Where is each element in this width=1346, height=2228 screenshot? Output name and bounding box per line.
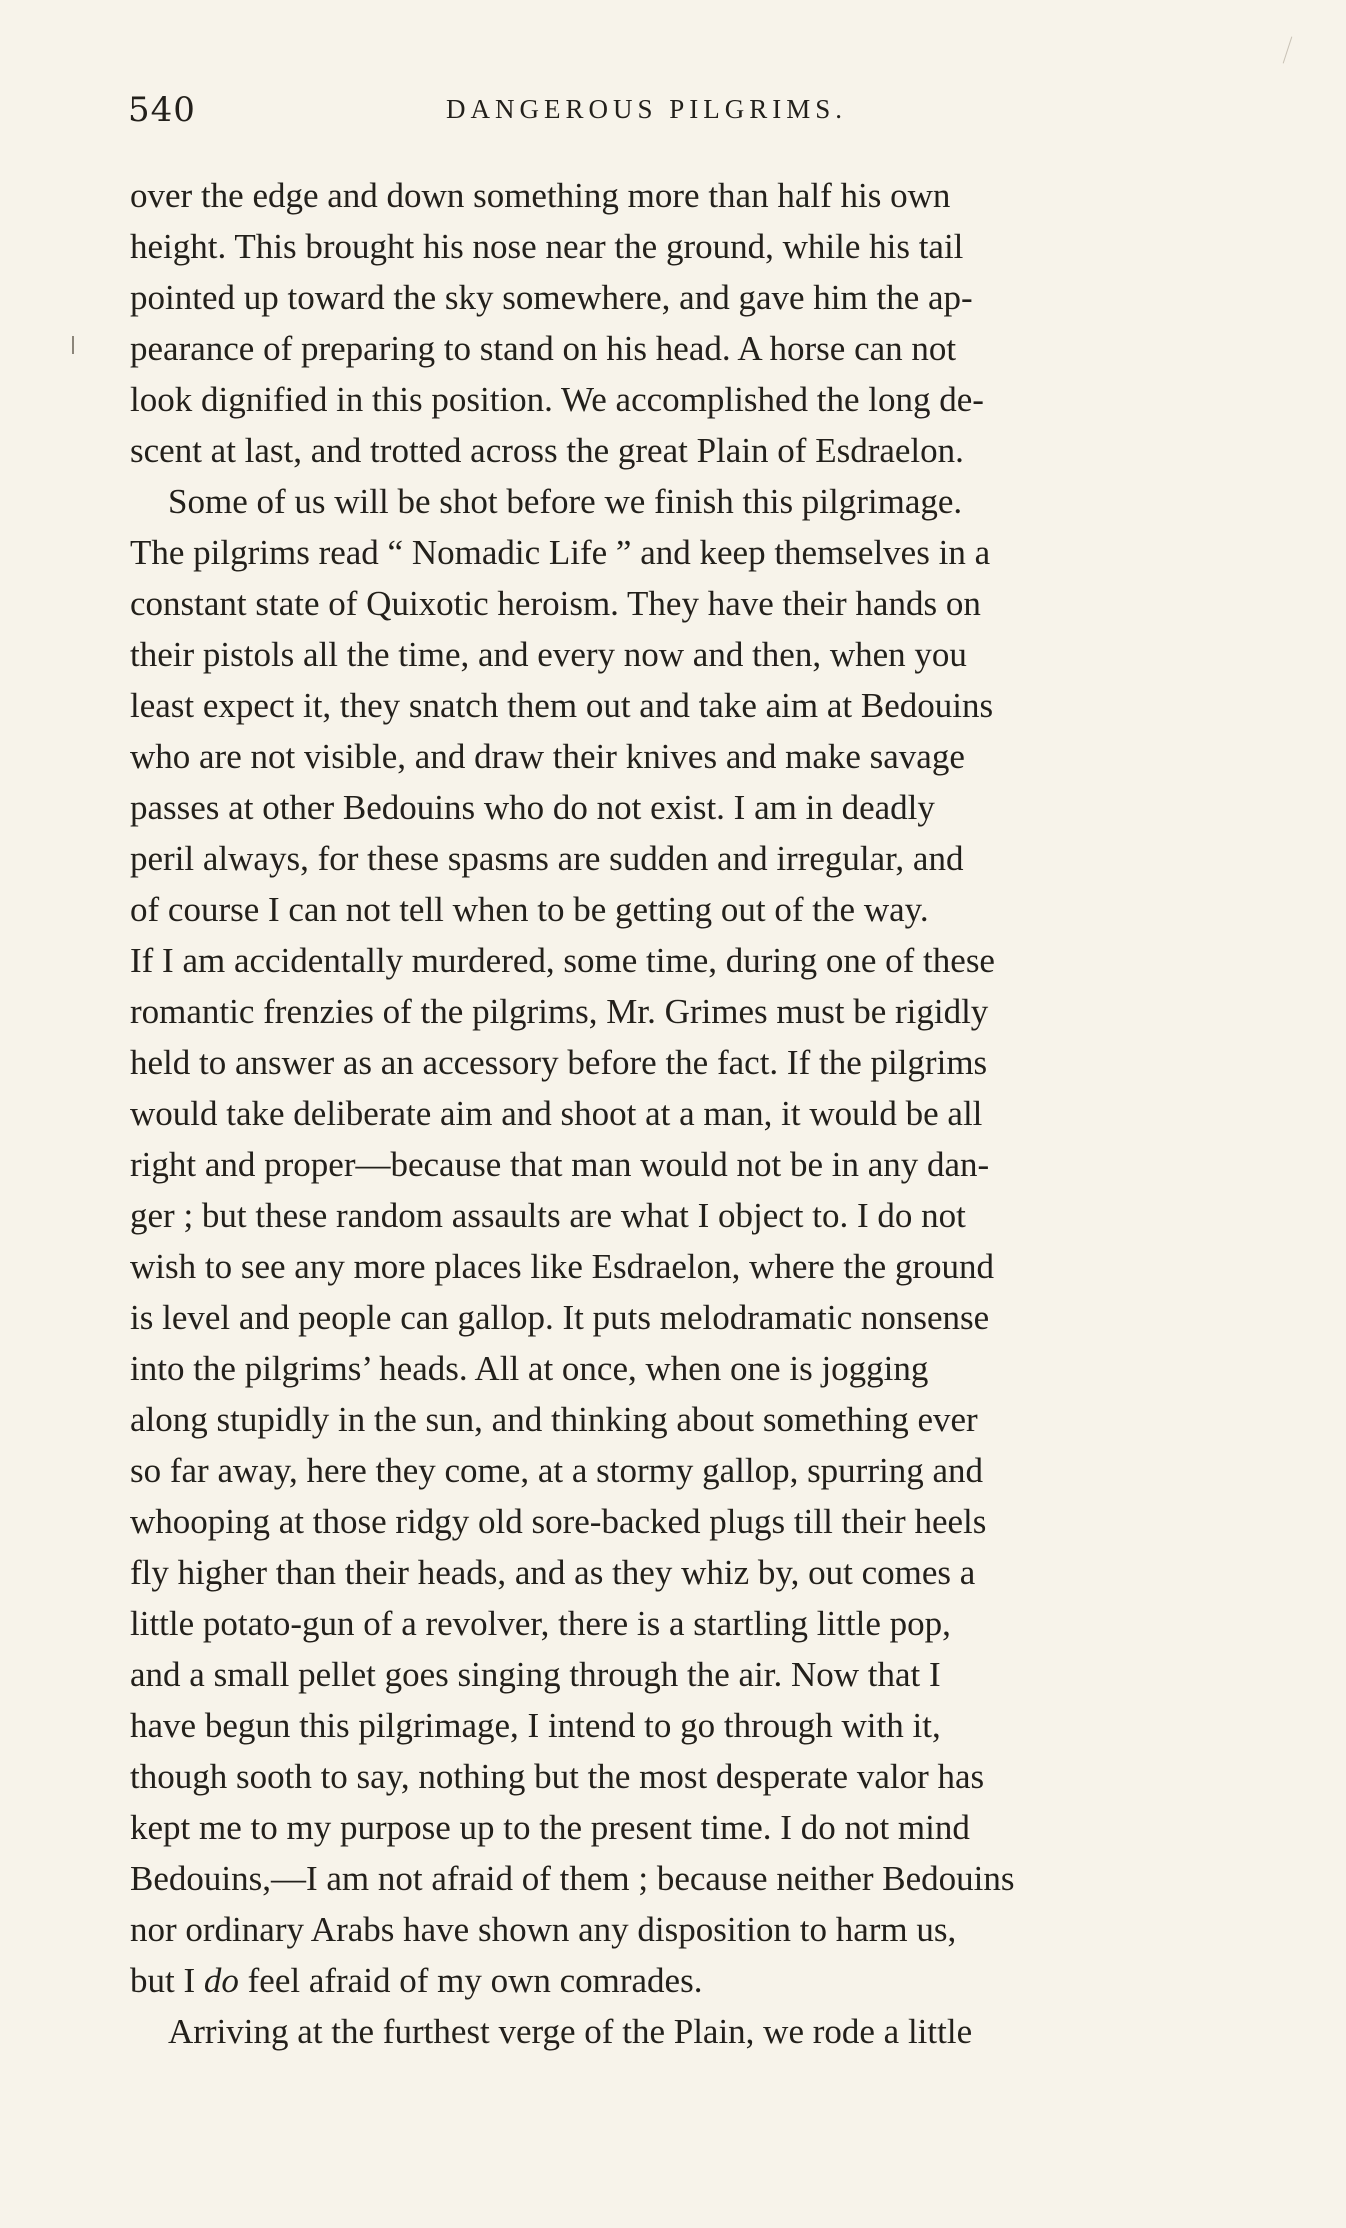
body-text xyxy=(130,170,1275,2070)
text-line: into the pilgrims’ heads. All at once, when one is jogging xyxy=(130,1349,929,1388)
italic-emphasis: do xyxy=(203,1961,239,2000)
text-line: passes at other Bedouins who do not exist. I am in deadly xyxy=(130,788,935,827)
paragraph-start-line: Arriving at the furthest verge of the Plain, we rode a little xyxy=(168,2012,973,2051)
text-line: have begun this pilgrimage, I intend to go through with it, xyxy=(130,1706,941,1745)
text-line: look dignified in this position. We accomplished the long de- xyxy=(130,380,984,419)
text-line: kept me to my purpose up to the present time. I do not mind xyxy=(130,1808,970,1847)
scan-mark xyxy=(1283,37,1293,64)
text-line: pointed up toward the sky somewhere, and gave him the ap- xyxy=(130,278,973,317)
text-line: over the edge and down something more than half his own xyxy=(130,176,951,215)
text-line: romantic frenzies of the pilgrims, Mr. Grimes must be rigidly xyxy=(130,992,989,1031)
text-line: constant state of Quixotic heroism. They have their hands on xyxy=(130,584,981,623)
text-line: height. This brought his nose near the ground, while his tail xyxy=(130,227,964,266)
running-title: DANGEROUS PILGRIMS. xyxy=(446,94,848,124)
text-line: and a small pellet goes singing through the air. Now that I xyxy=(130,1655,941,1694)
text-line: would take deliberate aim and shoot at a man, it would be all xyxy=(130,1094,983,1133)
text-line: held to answer as an accessory before the fact. If the pilgrims xyxy=(130,1043,988,1082)
text-line: along stupidly in the sun, and thinking about something ever xyxy=(130,1400,978,1439)
text-line: little potato-gun of a revolver, there is a startling little pop, xyxy=(130,1604,951,1643)
text-line: nor ordinary Arabs have shown any disposition to harm us, xyxy=(130,1910,957,1949)
text-line: pearance of preparing to stand on his head. A horse can not xyxy=(130,329,957,368)
text-line: is level and people can gallop. It puts melodramatic nonsense xyxy=(130,1298,990,1337)
margin-mark xyxy=(72,336,74,354)
text-line: their pistols all the time, and every now and then, when you xyxy=(130,635,967,674)
text-line: The pilgrims read “ Nomadic Life ” and keep themselves in a xyxy=(130,533,991,572)
text-line: who are not visible, and draw their knives and make savage xyxy=(130,737,965,776)
paragraph-start-line: Some of us will be shot before we finish this pilgrimage. xyxy=(168,482,963,521)
text-line: though sooth to say, nothing but the most desperate valor has xyxy=(130,1757,985,1796)
text-line: If I am accidentally murdered, some time, during one of these xyxy=(130,941,995,980)
line-suffix: feel afraid of my own comrades. xyxy=(238,1961,703,2000)
text-line: least expect it, they snatch them out and take aim at Bedouins xyxy=(130,686,994,725)
page-header xyxy=(128,90,1278,130)
text-line: right and proper—because that man would not be in any dan- xyxy=(130,1145,990,1184)
text-line: peril always, for these spasms are sudden and irregular, and xyxy=(130,839,964,878)
line-prefix: but I xyxy=(130,1961,204,2000)
text-line: wish to see any more places like Esdraelon, where the ground xyxy=(130,1247,995,1286)
text-line: whooping at those ridgy old sore-backed plugs till their heels xyxy=(130,1502,987,1541)
text-line: Bedouins,—I am not afraid of them ; because neither Bedouins xyxy=(130,1859,1015,1898)
page-number: 540 xyxy=(128,90,196,130)
line-with-italic xyxy=(130,1955,1275,2006)
text-line: fly higher than their heads, and as they whiz by, out comes a xyxy=(130,1553,976,1592)
text-line: scent at last, and trotted across the great Plain of Esdraelon. xyxy=(130,431,964,470)
text-line: of course I can not tell when to be getting out of the way. xyxy=(130,890,929,929)
text-line: ger ; but these random assaults are what I object to. I do not xyxy=(130,1196,966,1235)
text-line: so far away, here they come, at a stormy gallop, spurring and xyxy=(130,1451,984,1490)
